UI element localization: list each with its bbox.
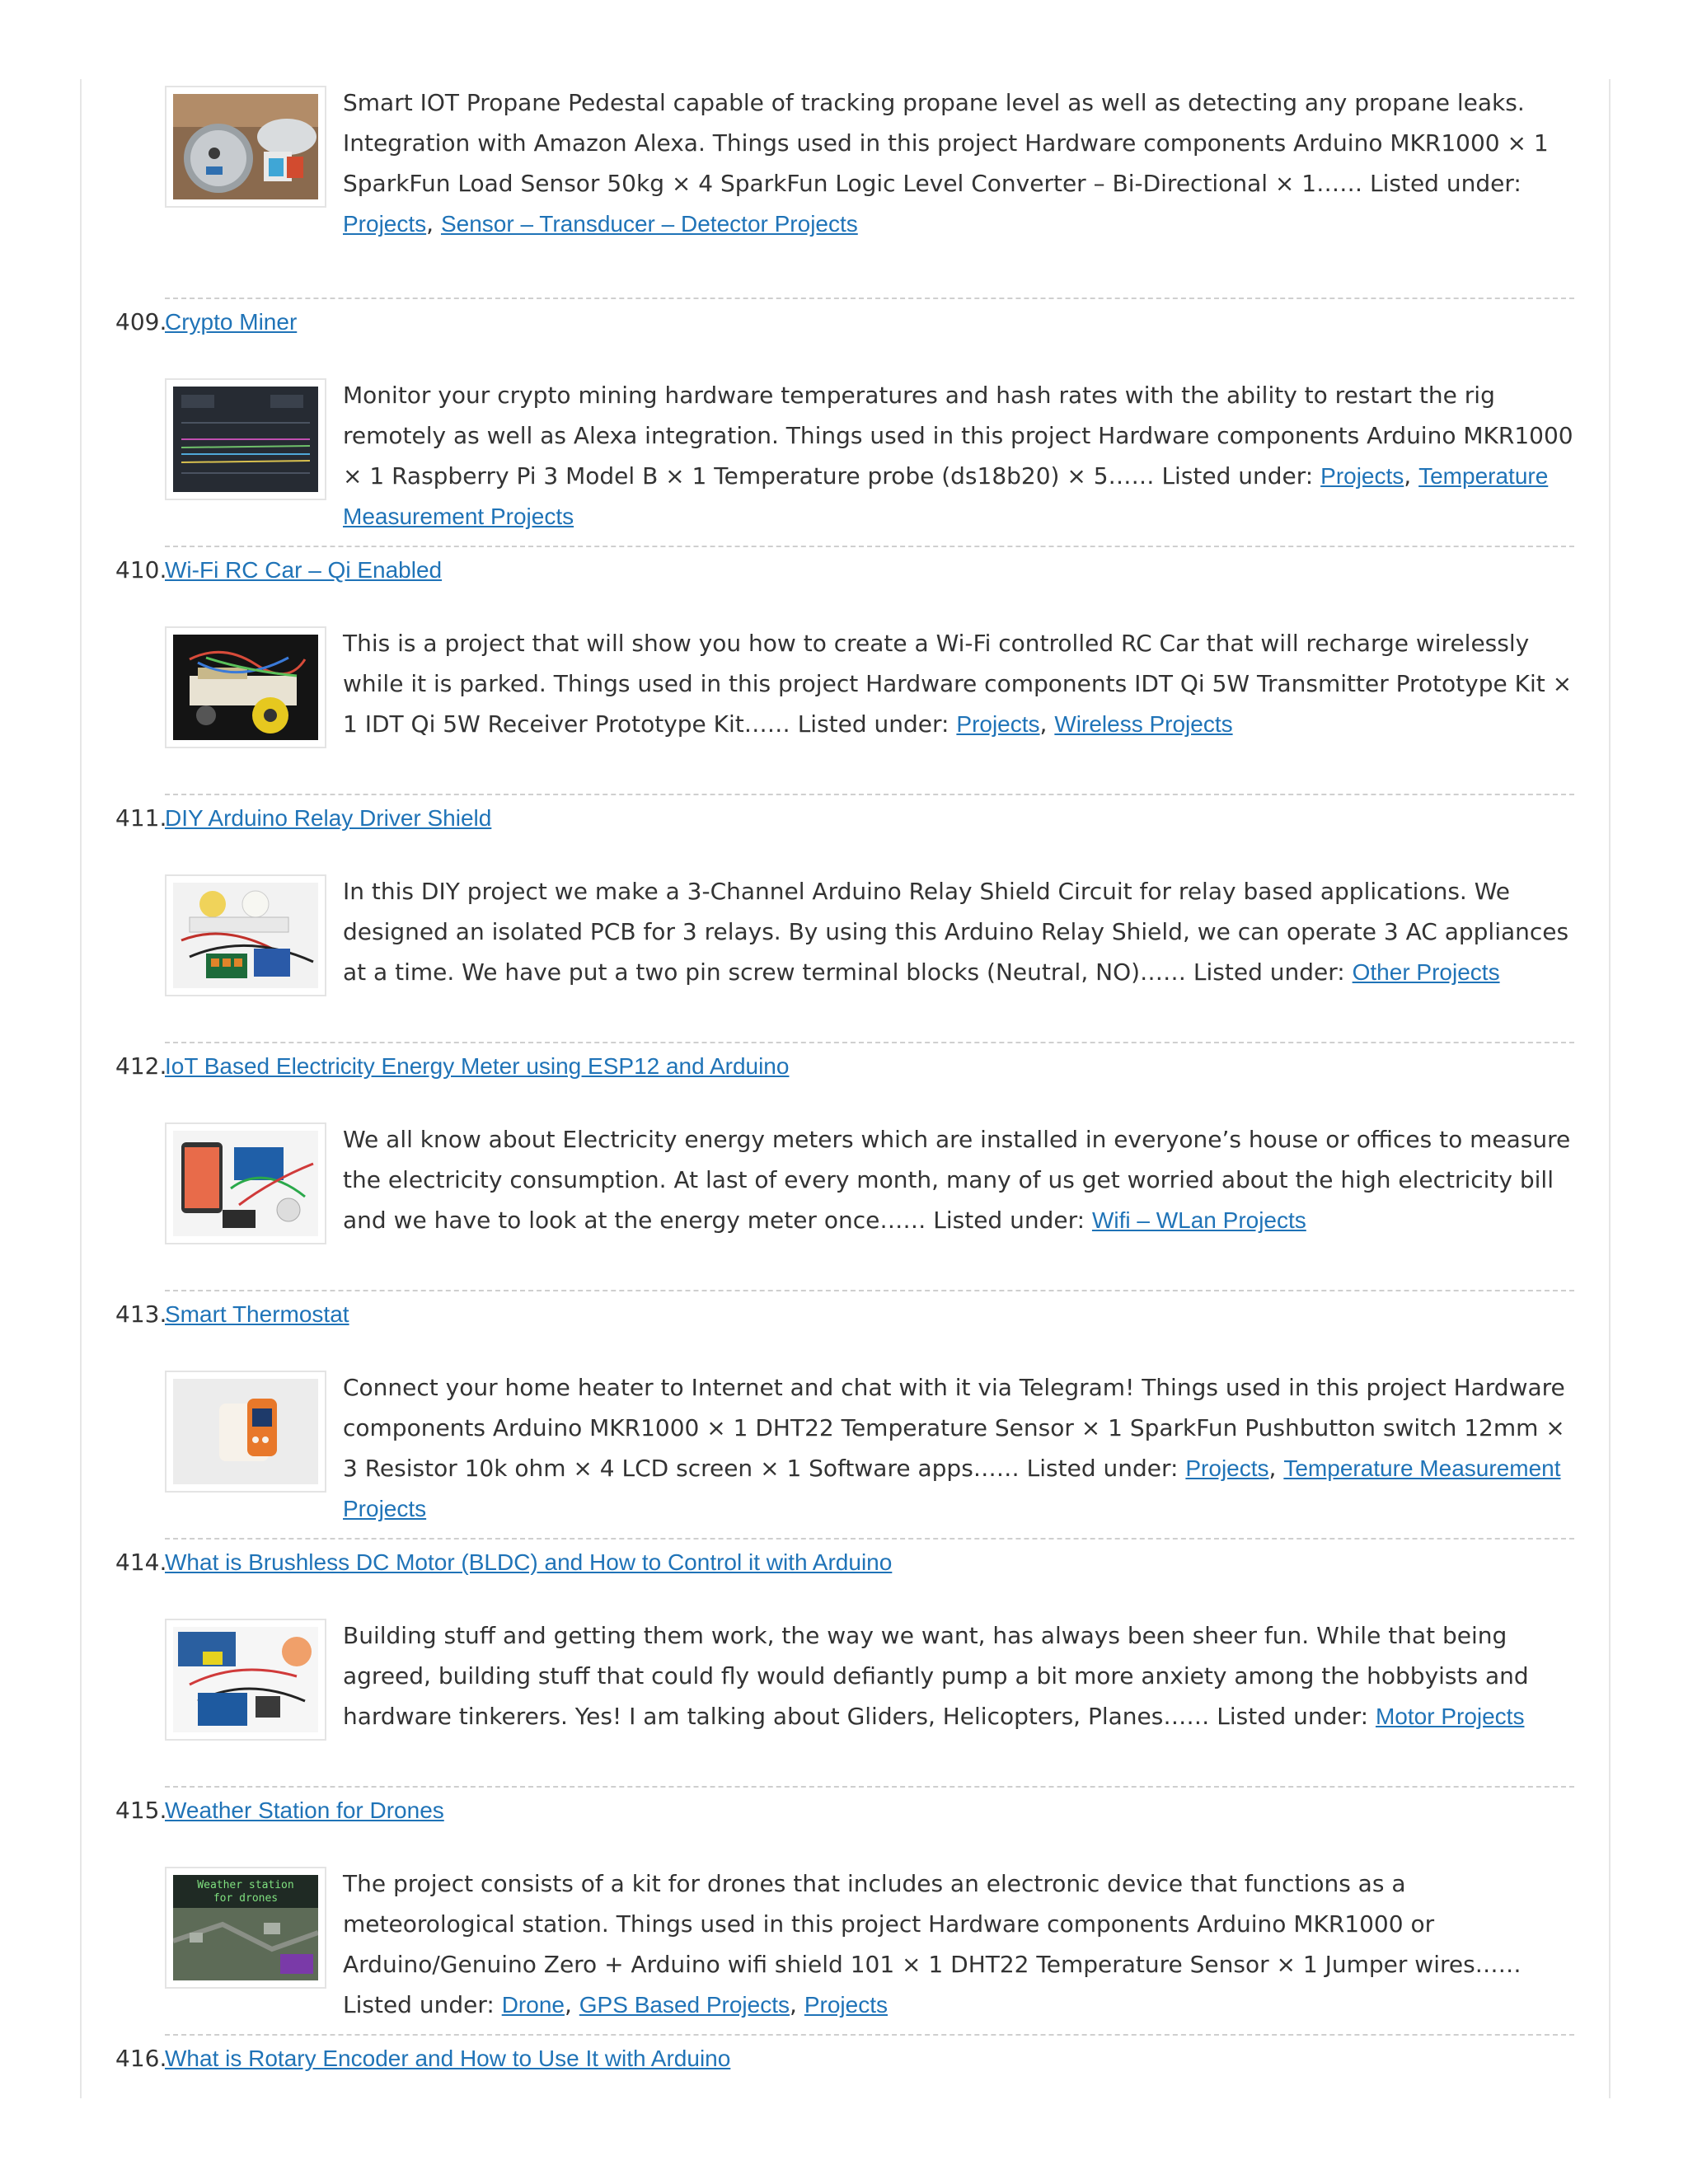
separator bbox=[165, 298, 1574, 299]
listed-under-label: Listed under: bbox=[926, 1207, 1092, 1234]
category-link[interactable]: Projects bbox=[1185, 1455, 1269, 1481]
entry-title-link[interactable]: Wi-Fi RC Car – Qi Enabled bbox=[165, 557, 443, 583]
entry-number: 416. bbox=[115, 2045, 167, 2072]
thumbnail[interactable] bbox=[165, 1867, 326, 1989]
entry-title-link[interactable]: IoT Based Electricity Energy Meter using ESP12 and Arduino bbox=[165, 1053, 790, 1079]
entry-number: 415. bbox=[115, 1797, 167, 1824]
thumbnail[interactable] bbox=[165, 1371, 326, 1493]
separator bbox=[165, 1042, 1574, 1043]
category-link[interactable]: GPS Based Projects bbox=[579, 1992, 790, 2018]
thumbnail[interactable] bbox=[165, 874, 326, 996]
category-link[interactable]: Drone bbox=[501, 1992, 565, 2018]
comma: , bbox=[790, 1991, 804, 2018]
entry-number: 411. bbox=[115, 804, 167, 832]
description-text: Connect your home heater to Internet and chat with it via Telegram! Things used in this project Hardware components Arduino MKR1000 × 1 DHT22 Temperature Sensor × 1 SparkFun Pushbutton switch 12mm × 3 Resistor 10k ohm × 4 LCD screen × 1 Software apps…… bbox=[343, 1374, 1565, 1482]
thumbnail[interactable] bbox=[165, 626, 326, 748]
crypto-dashboard-image bbox=[173, 387, 318, 492]
description-text: Monitor your crypto mining hardware temperatures and hash rates with the ability to restart the rig remotely as well as Alexa integration. Things used in this project Hardware components Arduino MKR1000 × 1 Raspberry Pi 3 Model B × 1 Temperature probe (ds18b20) × 5…… bbox=[343, 382, 1573, 490]
category-link[interactable]: Projects bbox=[956, 711, 1040, 737]
description-text: This is a project that will show you how to create a Wi-Fi controlled RC Car that will recharge wirelessly while it is parked. Things used in this project Hardware components IDT Qi 5W Transmitter Prototype Kit × 1 IDT Qi 5W Receiver Prototype Kit…… bbox=[343, 630, 1573, 738]
listed-under-label: Listed under: bbox=[1154, 462, 1321, 490]
entry-description bbox=[343, 1615, 1574, 1736]
entry-number: 412. bbox=[115, 1052, 167, 1080]
category-link[interactable]: Other Projects bbox=[1352, 959, 1500, 985]
svg-text:Weather station: Weather station bbox=[197, 1879, 294, 1891]
thumbnail[interactable] bbox=[165, 1122, 326, 1244]
category-link[interactable]: Wireless Projects bbox=[1054, 711, 1233, 737]
category-link[interactable]: Projects bbox=[343, 211, 427, 237]
entry-title-link[interactable]: Smart Thermostat bbox=[165, 1301, 349, 1327]
description-text: Building stuff and getting them work, the way we want, has always been sheer fun. While that being agreed, building stuff that could fly would defiantly pump a bit more anxiety among the hobbyists and hardware tinkerers. Yes! I am talking about Gliders, Helicopters, Planes…… bbox=[343, 1622, 1529, 1730]
comma: , bbox=[1404, 462, 1419, 490]
entry-title-link[interactable]: What is Brushless DC Motor (BLDC) and How to Control it with Arduino bbox=[165, 1549, 893, 1575]
comma: , bbox=[1268, 1455, 1284, 1482]
rc-car-image bbox=[173, 635, 318, 740]
category-link[interactable]: Motor Projects bbox=[1375, 1704, 1525, 1729]
description-text: We all know about Electricity energy meters which are installed in everyone’s house or offices to measure the electricity consumption. At last of every month, many of us get worried about the high electricity bill and we have to look at the energy meter once…… bbox=[343, 1126, 1571, 1234]
entry-description bbox=[343, 1367, 1574, 1529]
entry-number: 414. bbox=[115, 1549, 167, 1576]
description-text: Smart IOT Propane Pedestal capable of tracking propane level as well as detecting any propane leaks. Integration with Amazon Alexa. Things used in this project Hardware components Arduino MKR1000 × 1 SparkFun Load Sensor 50kg × 4 SparkFun Logic Level Converter – Bi-Directional × 1…… bbox=[343, 89, 1549, 197]
relay-shield-image bbox=[173, 883, 318, 988]
description-text: In this DIY project we make a 3-Channel Arduino Relay Shield Circuit for relay based applications. We designed an isolated PCB for 3 relays. By using this Arduino Relay Shield, we can operate 3 AC appliances at a time. We have put a two pin screw terminal blocks (Neutral, NO)…… bbox=[343, 878, 1569, 986]
listed-under-label: Listed under: bbox=[1362, 170, 1522, 197]
energy-meter-image bbox=[173, 1131, 318, 1236]
thumbnail[interactable] bbox=[165, 86, 326, 208]
entry-description bbox=[343, 1863, 1574, 2025]
entry-title-link[interactable]: Crypto Miner bbox=[165, 309, 298, 335]
listed-under-label: Listed under: bbox=[1186, 958, 1353, 986]
listed-under-label: Listed under: bbox=[790, 710, 957, 738]
listed-under-label: Listed under: bbox=[343, 1991, 502, 2018]
entry-number: 413. bbox=[115, 1301, 167, 1328]
entry-description bbox=[343, 375, 1574, 537]
entry-description bbox=[343, 871, 1574, 992]
entry-number: 410. bbox=[115, 556, 167, 583]
propane-pedestal-image bbox=[173, 94, 318, 199]
drone-weather-image bbox=[173, 1875, 318, 1980]
thumbnail[interactable] bbox=[165, 1619, 326, 1741]
entry-description bbox=[343, 82, 1574, 244]
entry-title-link[interactable]: Weather Station for Drones bbox=[165, 1797, 444, 1823]
category-link[interactable]: Wifi – WLan Projects bbox=[1091, 1207, 1306, 1233]
bldc-motor-image bbox=[173, 1627, 318, 1732]
comma: , bbox=[564, 1991, 579, 2018]
separator bbox=[165, 1290, 1574, 1291]
entry-number: 409. bbox=[115, 308, 167, 335]
svg-text:for drones: for drones bbox=[213, 1892, 279, 1905]
separator bbox=[165, 546, 1574, 547]
listed-under-label: Listed under: bbox=[1019, 1455, 1186, 1482]
thermostat-image bbox=[173, 1379, 318, 1484]
listed-under-label: Listed under: bbox=[1209, 1703, 1376, 1730]
category-link[interactable]: Temperature Measurement Projects bbox=[343, 1455, 1561, 1521]
separator bbox=[165, 2034, 1574, 2036]
entry-title-link[interactable]: What is Rotary Encoder and How to Use It with Arduino bbox=[165, 2046, 731, 2071]
entry-description bbox=[343, 1119, 1574, 1240]
separator bbox=[165, 1538, 1574, 1540]
category-link[interactable]: Projects bbox=[1320, 463, 1404, 489]
separator bbox=[165, 794, 1574, 795]
category-link[interactable]: Sensor – Transducer – Detector Projects bbox=[440, 211, 858, 237]
separator bbox=[165, 1786, 1574, 1788]
thumbnail[interactable] bbox=[165, 378, 326, 500]
entry-description bbox=[343, 623, 1574, 744]
comma: , bbox=[426, 210, 441, 237]
entry-title-link[interactable]: DIY Arduino Relay Driver Shield bbox=[165, 805, 492, 831]
comma: , bbox=[1039, 710, 1055, 738]
description-text: The project consists of a kit for drones that includes an electronic device that functions as a meteorological station. Things used in this project Hardware components Arduino MKR1000 or Arduino/Genuino Zero + Arduino wifi shield 101 × 1 DHT22 Temperature Sensor × 1 Jumper wires…… bbox=[343, 1870, 1522, 1978]
category-link[interactable]: Temperature Measurement Projects bbox=[343, 463, 1549, 529]
category-link[interactable]: Projects bbox=[804, 1992, 888, 2018]
